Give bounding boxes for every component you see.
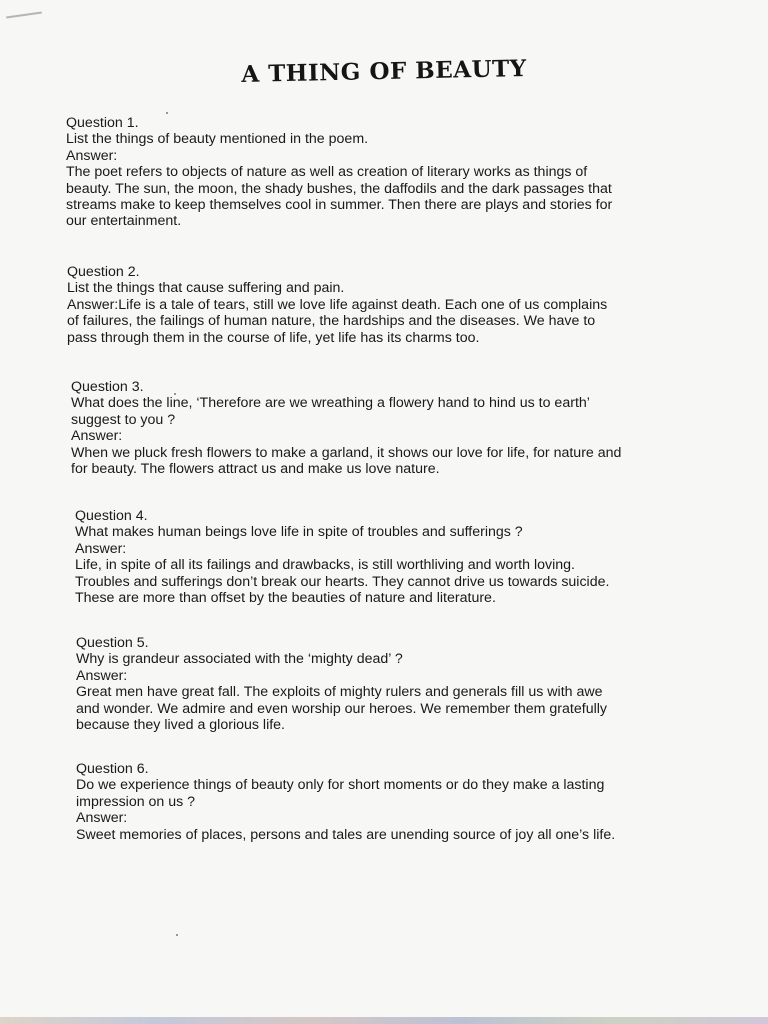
answer-label: Answer: — [76, 667, 128, 684]
qa-block-6 — [76, 761, 615, 843]
answer-text: and wonder. We admire and even worship our heroes. We remember them gratefully — [76, 700, 607, 717]
answer-text: Great men have great fall. The exploits of mighty rulers and generals fill us with awe — [76, 684, 603, 701]
scan-speck — [176, 934, 178, 936]
answer-text: for beauty. The flowers attract us and make us love nature. — [71, 461, 440, 478]
answer-text: Answer:Life is a tale of tears, still we love life against death. Each one of us complains — [67, 296, 608, 313]
answer-text: because they lived a glorious life. — [76, 717, 285, 734]
question-text: Why is grandeur associated with the ‘mighty dead’ ? — [76, 651, 403, 668]
qa-block-1 — [66, 115, 612, 230]
answer-text: of failures, the failings of human nature, the hardships and the diseases. We have to — [67, 313, 596, 330]
qa-block-2 — [67, 264, 607, 346]
question-text: List the things that cause suffering and pain. — [67, 280, 345, 297]
question-label: Question 4. — [75, 508, 148, 524]
answer-text: Troubles and sufferings don’t break our hearts. They cannot drive us towards suicide. — [75, 573, 610, 590]
scan-speck — [166, 112, 168, 114]
answer-label: Answer: — [76, 810, 128, 827]
answer-text: When we pluck fresh flowers to make a garland, it shows our love for life, for nature and — [71, 444, 622, 461]
answer-label: Answer: — [75, 540, 127, 557]
question-label: Question 1. — [66, 115, 139, 131]
qa-block-5 — [76, 635, 607, 733]
question-text: What makes human beings love life in spite of troubles and sufferings ? — [75, 524, 523, 541]
question-label: Question 2. — [67, 264, 140, 280]
answer-label: Answer: — [71, 428, 123, 445]
answer-label: Answer: — [66, 147, 118, 164]
answer-text: beauty. The sun, the moon, the shady bushes, the daffodils and the dark passages that — [66, 180, 612, 197]
answer-text: Sweet memories of places, persons and tales are unending source of joy all one’s life. — [76, 826, 616, 843]
question-text: suggest to you ? — [71, 411, 176, 428]
question-text: Do we experience things of beauty only for short moments or do they make a lasting — [76, 777, 605, 794]
question-text: What does the line, ‘Therefore are we wreathing a flowery hand to hind us to earth’ — [71, 395, 590, 412]
question-label: Question 5. — [76, 635, 149, 651]
answer-text: pass through them in the course of life, yet life has its charms too. — [67, 329, 480, 346]
scan-edge-strip — [0, 1017, 768, 1024]
answer-text: Life, in spite of all its failings and drawbacks, is still worthliving and worth loving. — [75, 557, 575, 574]
scan-mark — [6, 12, 42, 19]
question-label: Question 3. — [71, 379, 144, 395]
qa-block-4 — [75, 508, 609, 606]
question-text: impression on us ? — [76, 793, 196, 810]
answer-text: The poet refers to objects of nature as well as creation of literary works as things of — [66, 164, 588, 181]
question-text: List the things of beauty mentioned in the poem. — [66, 131, 369, 148]
answer-text: These are more than offset by the beauties of nature and literature. — [75, 590, 496, 607]
answer-text: streams make to keep themselves cool in summer. Then there are plays and stories for — [66, 197, 613, 214]
qa-block-3 — [71, 379, 621, 477]
question-label: Question 6. — [76, 761, 149, 777]
page-title: A THING OF BEAUTY — [241, 55, 527, 88]
answer-text: our entertainment. — [66, 213, 182, 230]
